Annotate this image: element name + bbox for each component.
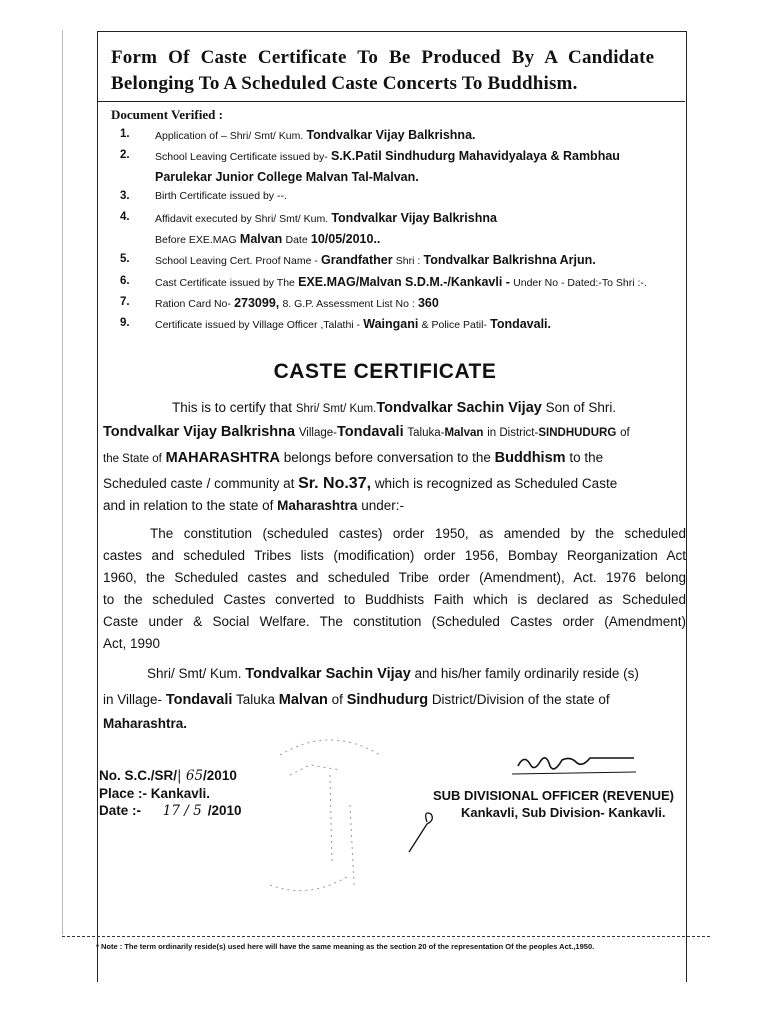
officer-office: Kankavli, Sub Division- Kankavli. <box>461 805 666 820</box>
certificate-paragraph-1-line-1 <box>172 400 686 416</box>
document-bold-text: EXE.MAG/Malvan S.D.M.-/Kankavli - <box>298 275 510 289</box>
candidate-name: Tondvalkar Sachin Vijay <box>376 400 542 416</box>
candidate-name: Tondvalkar Sachin Vijay <box>245 666 411 682</box>
text: in Village- <box>103 692 163 707</box>
text: This is to certify that <box>172 400 293 415</box>
caste-certificate-heading: CASTE CERTIFICATE <box>273 360 497 383</box>
document-text: Certificate issued by Village Officer ,Talathi - <box>155 319 361 331</box>
document-number: 9. <box>120 317 130 329</box>
handwritten-reference-number: | 65 <box>177 768 204 784</box>
document-number: 3. <box>120 190 130 202</box>
reference-year: /2010 <box>203 768 237 783</box>
document-text: Before EXE.MAG <box>155 234 237 246</box>
document-text: School Leaving Certificate issued by- <box>155 151 328 163</box>
document-text: Shri : <box>395 255 421 267</box>
text: belongs before conversation to the <box>283 450 491 465</box>
text: Taluka- <box>407 427 445 439</box>
form-title-line-2: Belonging To A Scheduled Caste Concerts To Buddhism. <box>111 73 578 94</box>
text: under:- <box>361 498 404 513</box>
text: Taluka <box>235 692 275 707</box>
text: Village- <box>298 427 337 439</box>
text: which is recognized as Scheduled Caste <box>374 476 618 491</box>
certificate-paragraph-1-line-2 <box>103 424 686 440</box>
date-line <box>99 802 241 820</box>
religion-name: Buddhism <box>494 450 566 466</box>
document-text: Under No - Dated:-To Shri :-. <box>513 277 647 289</box>
officer-signature <box>510 744 640 784</box>
footnote: * Note : The term ordinarily reside(s) used here will have the same meaning as the section 20 of the representation Of the peoples Act.,1950. <box>96 942 595 951</box>
text: District/Division of the state of <box>431 692 610 707</box>
text: Shri/ Smt/ Kum. <box>295 403 377 415</box>
text: and his/her family ordinarily reside (s) <box>414 666 639 681</box>
certificate-paragraph-2-line-3: 1960, the Scheduled castes and scheduled Tribe order (Amendment), Act. 1976 belong <box>103 570 686 585</box>
text: in District- <box>487 427 539 439</box>
reference-number-line <box>99 767 241 785</box>
certificate-paragraph-3-line-1 <box>147 666 686 682</box>
document-text: Affidavit executed by Shri/ Smt/ Kum. <box>155 213 329 225</box>
serial-number: Sr. No.37, <box>298 475 372 492</box>
document-bold-text: 360 <box>417 296 439 310</box>
document-bold-text: Parulekar Junior College Malvan Tal-Malvan. <box>155 170 419 184</box>
state-name: Maharashtra. <box>103 716 188 731</box>
document-number: 7. <box>120 296 130 308</box>
document-number: 1. <box>120 128 130 140</box>
documents-verified-heading: Document Verified : <box>111 107 223 122</box>
certificate-paragraph-2-line-1: The constitution (scheduled castes) order 1950, as amended by the scheduled <box>150 526 686 541</box>
text: to the <box>569 450 604 465</box>
note-separator <box>62 936 710 937</box>
certificate-paragraph-1-line-4 <box>103 475 686 493</box>
reference-number-label: No. S.C./SR/ <box>99 768 178 783</box>
text: Scheduled caste / community at <box>103 476 295 491</box>
document-text: Date <box>285 234 308 246</box>
title-box <box>97 31 685 102</box>
document-text: 8. G.P. Assessment List No : <box>282 298 415 310</box>
document-text: School Leaving Cert. Proof Name - <box>155 255 318 267</box>
handwritten-date: 17 / 5 <box>162 803 202 819</box>
village-name: Tondavali <box>165 692 233 708</box>
document-number: 6. <box>120 275 130 287</box>
document-text: & Police Patil- <box>421 319 487 331</box>
document-text: Ration Card No- <box>155 298 231 310</box>
document-bold-text: S.K.Patil Sindhudurg Mahavidyalaya & Rambhau <box>330 149 620 163</box>
document-bold-text: Grandfather <box>321 253 393 267</box>
certificate-paragraph-1-line-3 <box>103 450 683 466</box>
place-line: Place :- Kankavli. <box>99 786 211 801</box>
document-number: 4. <box>120 211 130 223</box>
document-bold-text: Malvan <box>239 232 283 246</box>
certificate-paragraph-2-line-5: Caste under & Social Welfare. The constitution (Scheduled Castes order (Amendment) <box>103 614 686 629</box>
state-name: Maharashtra <box>277 498 358 513</box>
father-name: Tondvalkar Vijay Balkrishna <box>103 424 296 440</box>
text: and in relation to the state of <box>103 498 274 513</box>
certificate-paragraph-2-line-4: to the scheduled Castes converted to Buddhists Faith which is declared as Scheduled <box>103 592 686 607</box>
certificate-paragraph-2-line-2: castes and scheduled Tribes lists (modification) order 1956, Bombay Reorganization Act <box>103 548 686 563</box>
document-bold-text: Tondavali. <box>490 317 551 331</box>
district-name: SINDHUDURG <box>538 427 617 439</box>
form-title-line-1: Form Of Caste Certificate To Be Produced By A Candidate <box>111 47 655 68</box>
state-name: MAHARASHTRA <box>165 450 280 466</box>
pen-mark <box>405 800 465 860</box>
text: of <box>331 692 343 707</box>
date-label: Date :- <box>99 803 142 818</box>
document-bold-text: Tondvalkar Balkrishna Arjun. <box>423 253 596 267</box>
document-bold-text: 273099, <box>234 296 280 310</box>
certificate-paragraph-1-line-5 <box>103 498 686 513</box>
document-text: Application of – Shri/ Smt/ Kum. <box>155 130 304 142</box>
village-name: Tondavali <box>337 424 404 440</box>
document-bold-text: Tondvalkar Vijay Balkrishna. <box>306 128 476 142</box>
taluka-name: Malvan <box>278 692 328 708</box>
certificate-paragraph-2-line-6: Act, 1990 <box>103 636 161 651</box>
document-text: Cast Certificate issued by The <box>155 277 295 289</box>
text: Son of Shri. <box>545 400 617 415</box>
date-year: /2010 <box>207 803 242 818</box>
document-bold-text: 10/05/2010.. <box>310 232 381 246</box>
document-number: 2. <box>120 149 130 161</box>
text: the State of <box>103 453 162 465</box>
district-name: Sindhudurg <box>346 692 429 708</box>
document-text: Birth Certificate issued by --. <box>155 190 287 202</box>
text: of <box>620 427 630 439</box>
officer-block <box>433 787 674 821</box>
document-bold-text: Waingani <box>363 317 419 331</box>
scan-edge-line <box>62 30 63 935</box>
text: Shri/ Smt/ Kum. <box>147 666 242 681</box>
certificate-paragraph-3-line-2 <box>103 692 686 708</box>
taluka-name: Malvan <box>444 427 484 439</box>
faded-seal-stamp <box>250 715 410 895</box>
reference-block <box>99 767 241 820</box>
document-number: 5. <box>120 253 130 265</box>
officer-title: SUB DIVISIONAL OFFICER (REVENUE) <box>433 788 675 803</box>
document-bold-text: Tondvalkar Vijay Balkrishna <box>331 211 497 225</box>
